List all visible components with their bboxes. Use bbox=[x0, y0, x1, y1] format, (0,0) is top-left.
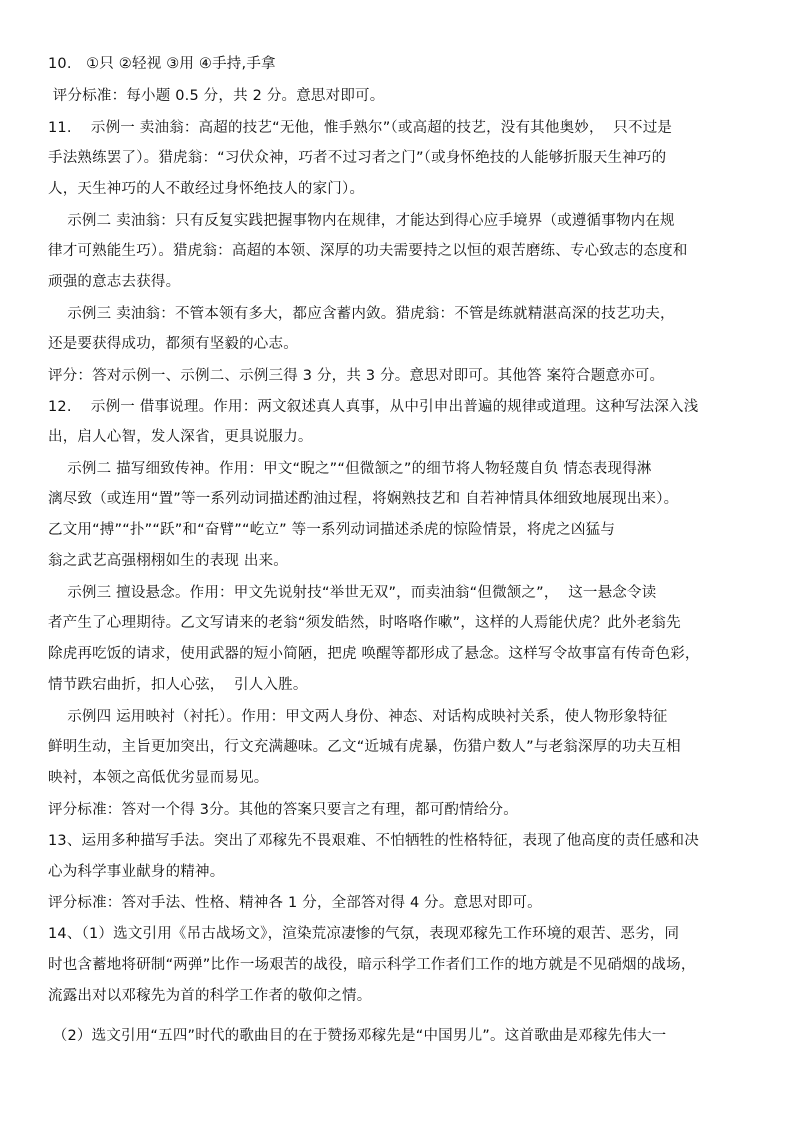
text-line: 14、（1）选文引用《吊古战场文》，渲染荒凉凄惨的气氛，表现邓稼先工作环境的艰苦、恶劣，同 bbox=[48, 926, 680, 942]
text-line: 手法熟练罢了）。猎虎翁：“习伏众神，巧者不过习者之门”（或身怀绝技的人能够折服天生神巧的 bbox=[48, 150, 667, 166]
text-line: 者产生了心理期待。乙文写请来的老翁“须发皓然，时咯咯作嗽”，这样的人焉能伏虎？此外老翁先 bbox=[48, 615, 681, 631]
text-line: 律才可熟能生巧）。猎虎翁：高超的本领、深厚的功夫需要持之以恒的艰苦磨练、专心致志的态度和 bbox=[48, 243, 688, 259]
text-line: 还是要获得成功，都须有坚毅的心志。 bbox=[48, 336, 298, 352]
text-line: 示例二 卖油翁：只有反复实践把握事物内在规律，才能达到得心应手境界（或遵循事物内在规 bbox=[48, 213, 675, 229]
text-line: 出，启人心智，发人深省，更具说服力。 bbox=[48, 429, 313, 445]
text-line: 示例三 卖油翁：不管本领有多大，都应含蓄内敛。猎虎翁：不管是练就精湛高深的技艺功夫， bbox=[48, 306, 675, 322]
text-line: 评分标准：答对一个得 3分。其他的答案只要言之有理，都可酌情给分。 bbox=[48, 802, 518, 818]
text-line: 漓尽致（或连用“置”等一系列动词描述酌油过程，将娴熟技艺和 自若神情具体细致地展现出来）。 bbox=[48, 491, 679, 507]
text-line: 10. ①只 ②轻视 ③用 ④手持,手拿 bbox=[48, 56, 276, 72]
text-line: 示例三 擅设悬念。作用：甲文先说射技“举世无双”，而卖油翁“但微颔之”， 这一悬念令读 bbox=[48, 585, 657, 601]
text-line: 心为科学事业献身的精神。 bbox=[48, 864, 225, 880]
text-line: 示例四 运用映衬（衬托）。作用：甲文两人身份、神态、对话构成映衬关系，使人物形象特征 bbox=[48, 709, 668, 725]
text-line: 评分标准：每小题 0.5 分，共 2 分。意思对即可。 bbox=[48, 88, 385, 104]
text-line: 映衬，本领之高低优劣显而易见。 bbox=[48, 770, 269, 786]
text-line: 鲜明生动，主旨更加突出，行文充满趣味。乙文“近城有虎暴，伤猎户数人”与老翁深厚的功夫互相 bbox=[48, 739, 681, 755]
text-line: 顽强的意志去获得。 bbox=[48, 274, 181, 290]
text-line: 流露出对以邓稼先为首的科学工作者的敬仰之情。 bbox=[48, 988, 372, 1004]
text-line: 人，天生神巧的人不敢经过身怀绝技人的家门）。 bbox=[48, 181, 365, 197]
text-line: 12. 示例一 借事说理。作用：两文叙述真人真事，从中引申出普遍的规律或道理。这种写法深入浅 bbox=[48, 399, 699, 415]
text-line: 乙文用“搏”“扑”“跃”和“奋臂”“屹立” 等一系列动词描述杀虎的惊险情景，将虎之凶猛与 bbox=[48, 522, 616, 538]
text-line: 翁之武艺高强栩栩如生的表现 出来。 bbox=[48, 553, 289, 569]
text-line: 除虎再吃饭的请求，使用武器的短小简陋，把虎 唤醒等都形成了悬念。这样写令故事富有传奇色彩， bbox=[48, 646, 700, 662]
text-line: 13、运用多种描写手法。突出了邓稼先不畏艰难、不怕牺牲的性格特征，表现了他高度的责任感和决 bbox=[48, 833, 699, 849]
text-line: 评分标准：答对手法、性格、精神各 1 分，全部答对得 4 分。意思对即可。 bbox=[48, 895, 542, 911]
text-line: 评分：答对示例一、示例二、示例三得 3 分，共 3 分。意思对即可。其他答 案符合题意亦可。 bbox=[48, 368, 665, 384]
text-line: 示例二 描写细致传神。作用：甲文“睨之”“但微颔之”的细节将人物轻蔑自负 情态表现得淋 bbox=[48, 461, 652, 477]
text-line: （2）选文引用“五四”时代的歌曲目的在于赞扬邓稼先是“中国男儿”。这首歌曲是邓稼先伟大一 bbox=[48, 1028, 667, 1044]
text-line: 11. 示例一 卖油翁：高超的技艺“无他，惟手熟尔”（或高超的技艺，没有其他奥妙， 只不过是 bbox=[48, 120, 673, 136]
text-line: 时也含蓄地将研制“两弹”比作一场艰苦的战役，暗示科学工作者们工作的地方就是不见硝烟的战场， bbox=[48, 957, 696, 973]
text-line: 情节跌宕曲折，扣人心弦， 引人入胜。 bbox=[48, 677, 308, 693]
